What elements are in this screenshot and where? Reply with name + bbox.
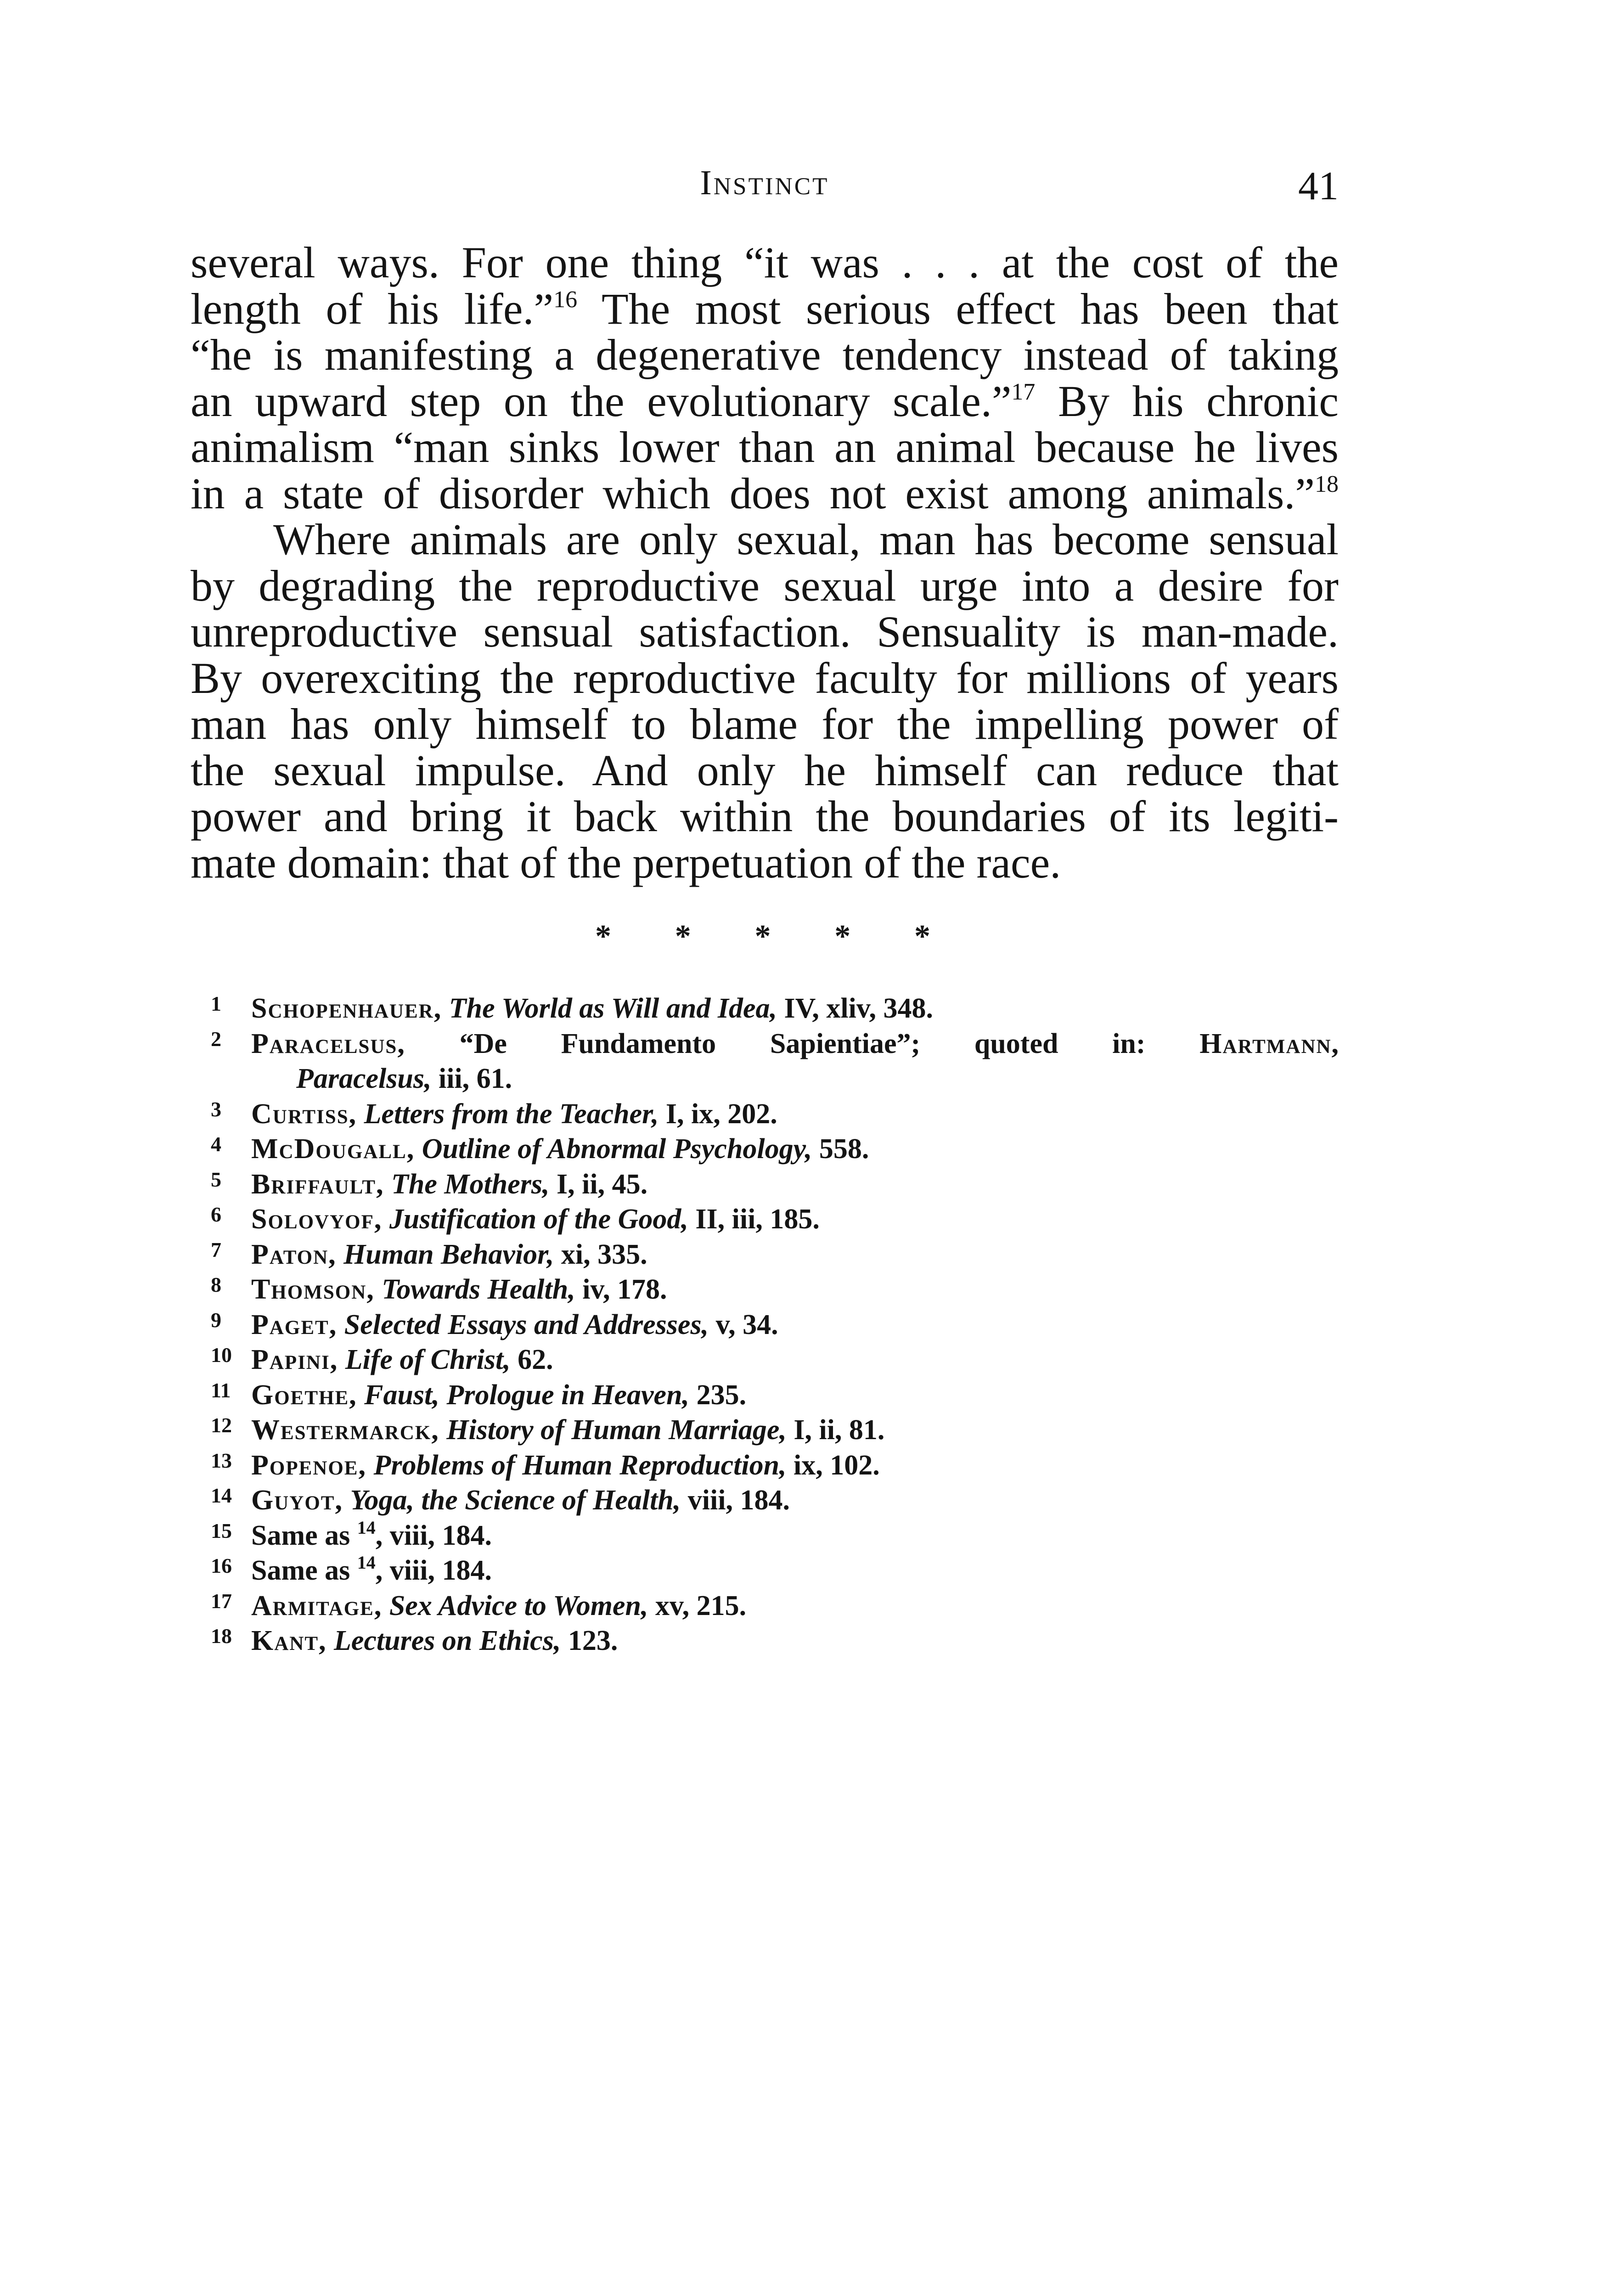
asterisk: * <box>754 919 771 954</box>
body-text <box>191 240 1339 886</box>
footnotes <box>211 991 1340 1659</box>
asterisk: * <box>595 919 611 954</box>
footnote-number: 8 <box>211 1273 221 1296</box>
asterisk: * <box>834 919 851 954</box>
footnote-number: 10 <box>211 1343 232 1367</box>
footnote: 16 Same as $^{14}$, viii, 184. <box>211 1553 1340 1588</box>
chapter-title: Instinct <box>700 163 829 202</box>
body-line: man has only himself to blame for the impelling power of <box>191 699 1339 748</box>
footnote-number: 12 <box>211 1413 232 1437</box>
running-head <box>191 163 1339 209</box>
footnote-number: 17 <box>211 1589 232 1613</box>
body-line: an upward step on the evolutionary scale.”$^{17}$ By his chronic <box>191 376 1339 426</box>
body-line: several ways. For one thing “it was . . . at the cost of the <box>191 238 1339 287</box>
footnote: 18 Kant, Lectures on Ethics, 123. <box>211 1623 1340 1659</box>
footnote-ref: 16 <box>553 286 578 313</box>
body-line: power and bring it back within the boundaries of its legiti- <box>191 792 1339 841</box>
page-number: 41 <box>1298 164 1339 208</box>
footnote: 11 Goethe, Faust, Prologue in Heaven, 235. <box>211 1378 1340 1413</box>
asterisk: * <box>675 919 691 954</box>
footnote: 6 Solovyof, Justification of the Good, II, iii, 185. <box>211 1202 1340 1237</box>
footnote-number: 6 <box>211 1203 221 1226</box>
body-line: by degrading the reproductive sexual urge into a desire for <box>191 561 1339 610</box>
footnote-number: 9 <box>211 1308 221 1332</box>
footnote-number: 7 <box>211 1238 221 1261</box>
footnote-number: 5 <box>211 1167 221 1191</box>
footnote: 15 Same as $^{14}$, viii, 184. <box>211 1518 1340 1553</box>
footnote: 17 Armitage, Sex Advice to Women, xv, 215. <box>211 1588 1340 1624</box>
body-line: By overexciting the reproductive faculty for millions of years <box>191 653 1339 703</box>
footnote-number: 3 <box>211 1097 221 1121</box>
footnote-number: 2 <box>211 1027 221 1051</box>
footnote-ref: 18 <box>1315 471 1339 497</box>
footnote: 7 Paton, Human Behavior, xi, 335. <box>211 1237 1340 1272</box>
footnote: 5 Briffault, The Mothers, I, ii, 45. <box>211 1167 1340 1202</box>
footnote-number: 18 <box>211 1624 232 1648</box>
footnote: 9 Paget, Selected Essays and Addresses, v, 34. <box>211 1307 1340 1343</box>
body-line: “he is manifesting a degenerative tendency instead of taking <box>191 330 1339 379</box>
body-line: in a state of disorder which does not exist among animals.”$^{18}$ <box>191 468 1339 518</box>
footnote: 8 Thomson, Towards Health, iv, 178. <box>211 1272 1340 1307</box>
body-line: the sexual impulse. And only he himself can reduce that <box>191 745 1339 795</box>
footnote-number: 1 <box>211 992 221 1015</box>
body-line: animalism “man sinks lower than an animal because he lives <box>191 422 1339 472</box>
footnote: 4 McDougall, Outline of Abnormal Psychology, 558. <box>211 1131 1340 1167</box>
footnote: 10 Papini, Life of Christ, 62. <box>211 1342 1340 1378</box>
footnote-number: 15 <box>211 1519 232 1542</box>
footnote: 13 Popenoe, Problems of Human Reproduction, ix, 102. <box>211 1448 1340 1483</box>
body-line: mate domain: that of the perpetuation of the race. <box>191 838 1061 887</box>
footnote-number: 4 <box>211 1132 221 1156</box>
footnote-number: 13 <box>211 1448 232 1472</box>
body-line: Where animals are only sexual, man has become sensual <box>273 515 1339 564</box>
section-separator <box>595 918 930 955</box>
footnote-ref: 17 <box>1011 378 1036 405</box>
footnote: 3 Curtiss, Letters from the Teacher, I, ix, 202. <box>211 1097 1340 1132</box>
footnote-continuation: Paracelsus, iii, 61. <box>296 1063 512 1094</box>
asterisk: * <box>914 919 930 954</box>
body-line: length of his life.”$^{16}$ The most serious effect has been that <box>191 284 1339 333</box>
footnote: 1 Schopenhauer, The World as Will and Idea, IV, xliv, 348. <box>211 991 1340 1026</box>
footnote: 12 Westermarck, History of Human Marriage, I, ii, 81. <box>211 1412 1340 1448</box>
footnote: 2 Paracelsus, “De Fundamento Sapientiae”; quoted in: Hartmann, <box>211 1026 1340 1062</box>
footnote-number: 11 <box>211 1378 231 1402</box>
footnote-number: 14 <box>211 1484 232 1507</box>
footnote: 14 Guyot, Yoga, the Science of Health, viii, 184. <box>211 1483 1340 1518</box>
body-line: unreproductive sensual satisfaction. Sensuality is man-made. <box>191 607 1339 656</box>
footnote-number: 16 <box>211 1554 232 1577</box>
